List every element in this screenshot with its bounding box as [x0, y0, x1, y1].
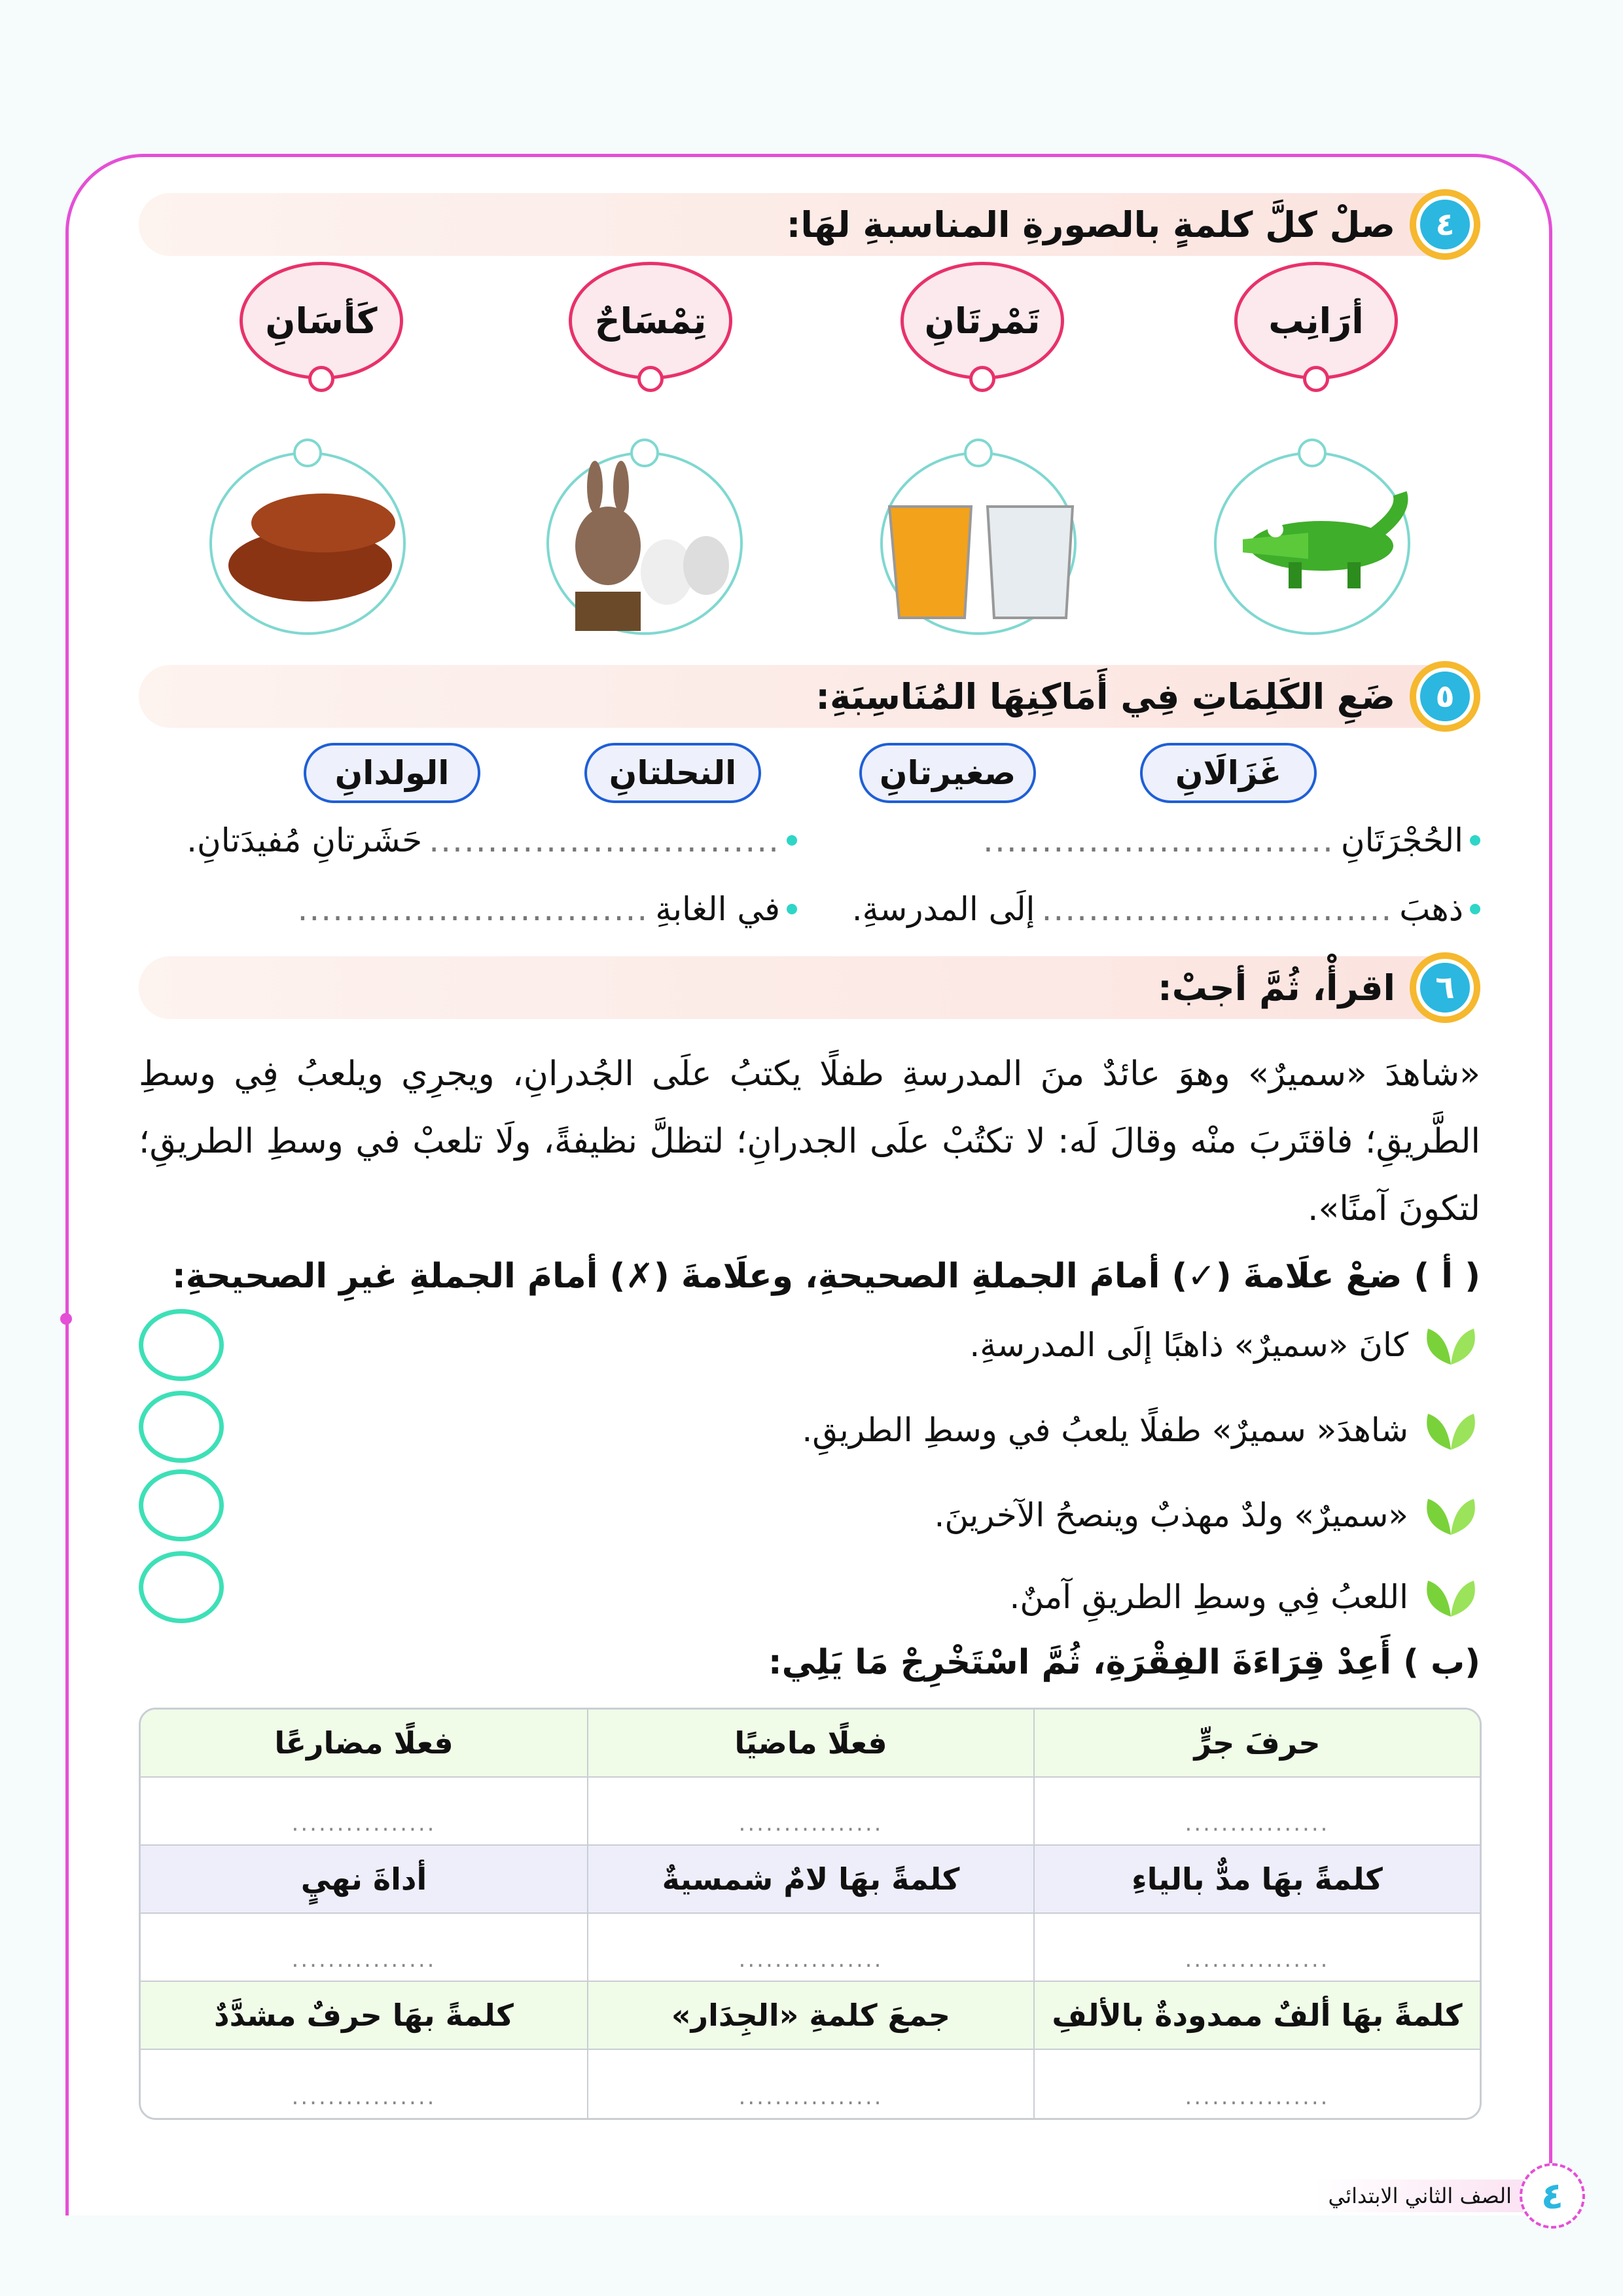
blank[interactable]: ..............................: [1041, 890, 1393, 928]
fill-sentence: .............................. حَشَرتانِ مُفيدَتانِ.: [187, 821, 797, 859]
statement: كانَ «سميرٌ» ذاهبًا إلَى المدرسةِ.: [969, 1322, 1480, 1368]
word-bubble[interactable]: تَمْرتَانِ: [901, 262, 1064, 380]
picture-rabbits[interactable]: [546, 452, 743, 635]
section6-number-badge: ٦: [1410, 952, 1480, 1023]
answer-cell[interactable]: ................: [141, 1778, 587, 1846]
answer-circle[interactable]: [139, 1551, 224, 1623]
section5-title: ضَعِ الكَلِمَاتِ فِي أَمَاكِنِهَا المُنَاسِبَةِ:: [815, 675, 1395, 717]
word-pill[interactable]: صغيرتانِ: [859, 743, 1036, 803]
grade-label: الصف الثاني الابتدائي: [1315, 2179, 1525, 2212]
section5-number-badge: ٥: [1410, 661, 1480, 732]
connector-dot[interactable]: [964, 439, 993, 467]
fill-sentence: في الغابةِ ..............................: [298, 890, 798, 928]
statement: شاهدَ« سميرٌ» طفلًا يلعبُ في وسطِ الطريقِ.: [802, 1407, 1480, 1453]
statement: اللعبُ فِي وسطِ الطريقِ آمنٌ.: [1009, 1574, 1480, 1620]
page-number: ٤: [1520, 2163, 1585, 2229]
answer-cell[interactable]: ................: [587, 2050, 1033, 2118]
word-pill[interactable]: الولدانِ: [304, 743, 480, 803]
answer-circle[interactable]: [139, 1469, 224, 1541]
answer-cell[interactable]: ................: [141, 1914, 587, 1982]
answer-cell[interactable]: ................: [1033, 2050, 1480, 2118]
rabbits-icon: [549, 454, 745, 637]
word-bubble[interactable]: كَأسَانِ: [240, 262, 403, 380]
blank[interactable]: ..............................: [429, 821, 780, 859]
connector-dot[interactable]: [1303, 366, 1329, 392]
leaf-icon: [1421, 1407, 1480, 1453]
fill-sentence: الحُجْرَتَانِ ..............................: [983, 821, 1480, 859]
section5-header: [139, 665, 1480, 728]
answer-cell[interactable]: ................: [587, 1914, 1033, 1982]
connector-dot[interactable]: [637, 366, 664, 392]
section4-title: صلْ كلَّ كلمةٍ بالصورةِ المناسبةِ لهَا:: [786, 204, 1395, 245]
crocodile-icon: [1217, 454, 1413, 637]
picture-dates[interactable]: [209, 452, 406, 635]
statement: «سميرٌ» ولدٌ مهذبٌ وينصحُ الآخرينَ.: [934, 1492, 1480, 1538]
blank[interactable]: ..............................: [297, 890, 649, 928]
answer-circle[interactable]: [139, 1391, 224, 1463]
picture-two-glasses[interactable]: [880, 452, 1077, 635]
frame-dot: [60, 1313, 72, 1325]
bullet: [1470, 835, 1480, 846]
part-a-title: ( أ ) ضعْ علَامةَ (✓) أمامَ الجملةِ الصحيحةِ، وعلَامةَ (✗) أمامَ الجملةِ غيرِ الصحيحةِ:: [171, 1257, 1480, 1296]
section6-header: [139, 956, 1480, 1019]
leaf-icon: [1421, 1574, 1480, 1620]
answer-cell[interactable]: ................: [291, 2084, 437, 2110]
connector-dot[interactable]: [293, 439, 322, 467]
answer-cell[interactable]: ................: [1033, 1914, 1480, 1982]
answer-circle[interactable]: [139, 1309, 224, 1381]
bullet: [787, 835, 797, 846]
reading-paragraph: «شاهدَ «سميرٌ» وهوَ عائدٌ منَ المدرسةِ طفلًا يكتبُ علَى الجُدرانِ، ويجرِي ويلعبُ فِي وسطِ الطَّريقِ؛ فاقتَربَ منْه وقالَ لَه: لا تكتُبْ علَى الجدرانِ؛ لتظلَّ نظيفةً، ولَا تلعبْ في وسطِ الطريقِ؛ لتكونَ آمنًا».: [139, 1054, 1480, 1229]
bullet: [787, 904, 797, 914]
picture-crocodile[interactable]: [1214, 452, 1410, 635]
section4-number-badge: ٤: [1410, 189, 1480, 260]
word-pill[interactable]: النحلتانِ: [584, 743, 761, 803]
answer-cell[interactable]: ................: [587, 1778, 1033, 1846]
leaf-icon: [1421, 1322, 1480, 1368]
word-pill[interactable]: غَزَالَانِ: [1140, 743, 1317, 803]
connector-dot[interactable]: [969, 366, 995, 392]
blank[interactable]: ..............................: [983, 821, 1334, 859]
section6-title: اقرأْ، ثُمَّ أجبْ:: [1158, 967, 1395, 1009]
fill-sentence: ذهبَ .............................. إلَى المدرسةِ.: [852, 890, 1480, 928]
extract-table: حرفَ جرٍّ فعلًا ماضيًا فعلًا مضارعًا ................ ................ ................ كلمةً بهَا مدٌّ بالياءِ كلمةً بهَا لامٌ شمسيةٌ أداةَ نهيٍ ................ ................ ................ كلمةً بهَا ألفٌ ممدودةٌ بالألفِ جمعَ كلمةِ «الجِدَار» كلمةً بهَا حرفٌ مشدَّدٌ ................ ................ ................: [139, 1708, 1482, 2120]
connector-dot[interactable]: [1298, 439, 1327, 467]
section4-header: [139, 193, 1480, 256]
dates-icon: [212, 454, 408, 637]
connector-dot[interactable]: [630, 439, 659, 467]
leaf-icon: [1421, 1492, 1480, 1538]
bullet: [1470, 904, 1480, 914]
part-b-title: (ب ) أَعِدْ قِرَاءَةَ الفِقْرَةِ، ثُمَّ اسْتَخْرِجْ مَا يَلِي:: [768, 1643, 1480, 1682]
word-bubble[interactable]: أرَانِب: [1234, 262, 1398, 380]
word-bubble[interactable]: تِمْسَاحٌ: [569, 262, 732, 380]
glasses-icon: [883, 454, 1079, 637]
connector-dot[interactable]: [308, 366, 334, 392]
answer-cell[interactable]: ................: [1033, 1778, 1480, 1846]
